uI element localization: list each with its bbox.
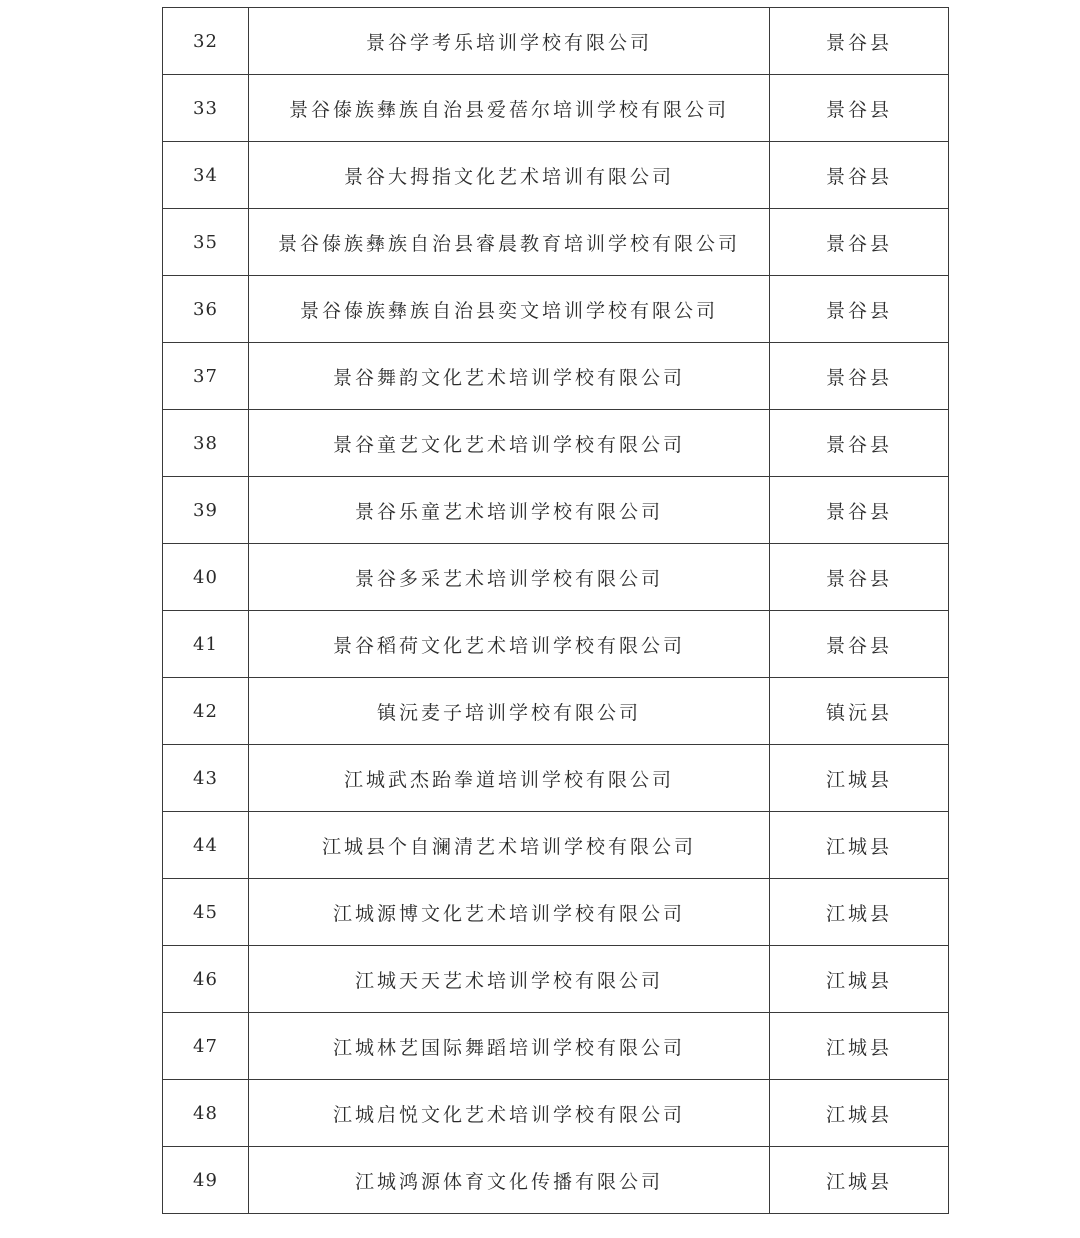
- table-row: [163, 8, 949, 75]
- county-cell: 镇沅县: [770, 678, 949, 745]
- row-number-cell: 45: [163, 879, 249, 946]
- county-cell: 景谷县: [770, 209, 949, 276]
- row-number-cell: 37: [163, 343, 249, 410]
- school-name-cell: 江城林艺国际舞蹈培训学校有限公司: [249, 1013, 770, 1080]
- table-row: [163, 611, 949, 678]
- school-name-cell: 江城源博文化艺术培训学校有限公司: [249, 879, 770, 946]
- row-number-cell: 32: [163, 8, 249, 75]
- school-name-cell: 景谷学考乐培训学校有限公司: [249, 8, 770, 75]
- school-name-cell: 镇沅麦子培训学校有限公司: [249, 678, 770, 745]
- school-name-cell: 景谷傣族彝族自治县睿晨教育培训学校有限公司: [249, 209, 770, 276]
- row-number-cell: 46: [163, 946, 249, 1013]
- school-name-cell: 江城启悦文化艺术培训学校有限公司: [249, 1080, 770, 1147]
- school-name-cell: 景谷童艺文化艺术培训学校有限公司: [249, 410, 770, 477]
- table-row: [163, 276, 949, 343]
- table-row: [163, 477, 949, 544]
- county-cell: 景谷县: [770, 477, 949, 544]
- table-row: [163, 343, 949, 410]
- county-cell: 景谷县: [770, 276, 949, 343]
- table-row: [163, 678, 949, 745]
- table-row: [163, 544, 949, 611]
- school-name-cell: 景谷舞韵文化艺术培训学校有限公司: [249, 343, 770, 410]
- school-name-cell: 景谷傣族彝族自治县奕文培训学校有限公司: [249, 276, 770, 343]
- county-cell: 景谷县: [770, 343, 949, 410]
- county-cell: 江城县: [770, 812, 949, 879]
- school-name-cell: 江城县个自澜清艺术培训学校有限公司: [249, 812, 770, 879]
- county-cell: 江城县: [770, 745, 949, 812]
- row-number-cell: 40: [163, 544, 249, 611]
- table-row: [163, 142, 949, 209]
- school-name-cell: 景谷稻荷文化艺术培训学校有限公司: [249, 611, 770, 678]
- county-cell: 景谷县: [770, 410, 949, 477]
- school-list-table: [162, 7, 949, 1214]
- row-number-cell: 42: [163, 678, 249, 745]
- row-number-cell: 38: [163, 410, 249, 477]
- county-cell: 景谷县: [770, 8, 949, 75]
- table-row: [163, 75, 949, 142]
- table-row: [163, 946, 949, 1013]
- table-row: [163, 1080, 949, 1147]
- school-name-cell: 景谷傣族彝族自治县爱蓓尔培训学校有限公司: [249, 75, 770, 142]
- county-cell: 景谷县: [770, 544, 949, 611]
- table-row: [163, 1013, 949, 1080]
- table-body: [163, 8, 949, 1214]
- row-number-cell: 33: [163, 75, 249, 142]
- row-number-cell: 48: [163, 1080, 249, 1147]
- table-row: [163, 410, 949, 477]
- school-name-cell: 景谷大拇指文化艺术培训有限公司: [249, 142, 770, 209]
- school-name-cell: 景谷乐童艺术培训学校有限公司: [249, 477, 770, 544]
- table-row: [163, 1147, 949, 1214]
- county-cell: 江城县: [770, 1013, 949, 1080]
- school-name-cell: 江城天天艺术培训学校有限公司: [249, 946, 770, 1013]
- row-number-cell: 47: [163, 1013, 249, 1080]
- county-cell: 景谷县: [770, 75, 949, 142]
- county-cell: 江城县: [770, 1080, 949, 1147]
- row-number-cell: 49: [163, 1147, 249, 1214]
- table-row: [163, 879, 949, 946]
- county-cell: 江城县: [770, 1147, 949, 1214]
- table-row: [163, 812, 949, 879]
- school-name-cell: 江城鸿源体育文化传播有限公司: [249, 1147, 770, 1214]
- school-name-cell: 江城武杰跆拳道培训学校有限公司: [249, 745, 770, 812]
- school-name-cell: 景谷多采艺术培训学校有限公司: [249, 544, 770, 611]
- county-cell: 江城县: [770, 879, 949, 946]
- row-number-cell: 44: [163, 812, 249, 879]
- county-cell: 景谷县: [770, 142, 949, 209]
- row-number-cell: 43: [163, 745, 249, 812]
- county-cell: 江城县: [770, 946, 949, 1013]
- table-row: [163, 745, 949, 812]
- table-row: [163, 209, 949, 276]
- county-cell: 景谷县: [770, 611, 949, 678]
- row-number-cell: 34: [163, 142, 249, 209]
- row-number-cell: 35: [163, 209, 249, 276]
- row-number-cell: 36: [163, 276, 249, 343]
- row-number-cell: 39: [163, 477, 249, 544]
- row-number-cell: 41: [163, 611, 249, 678]
